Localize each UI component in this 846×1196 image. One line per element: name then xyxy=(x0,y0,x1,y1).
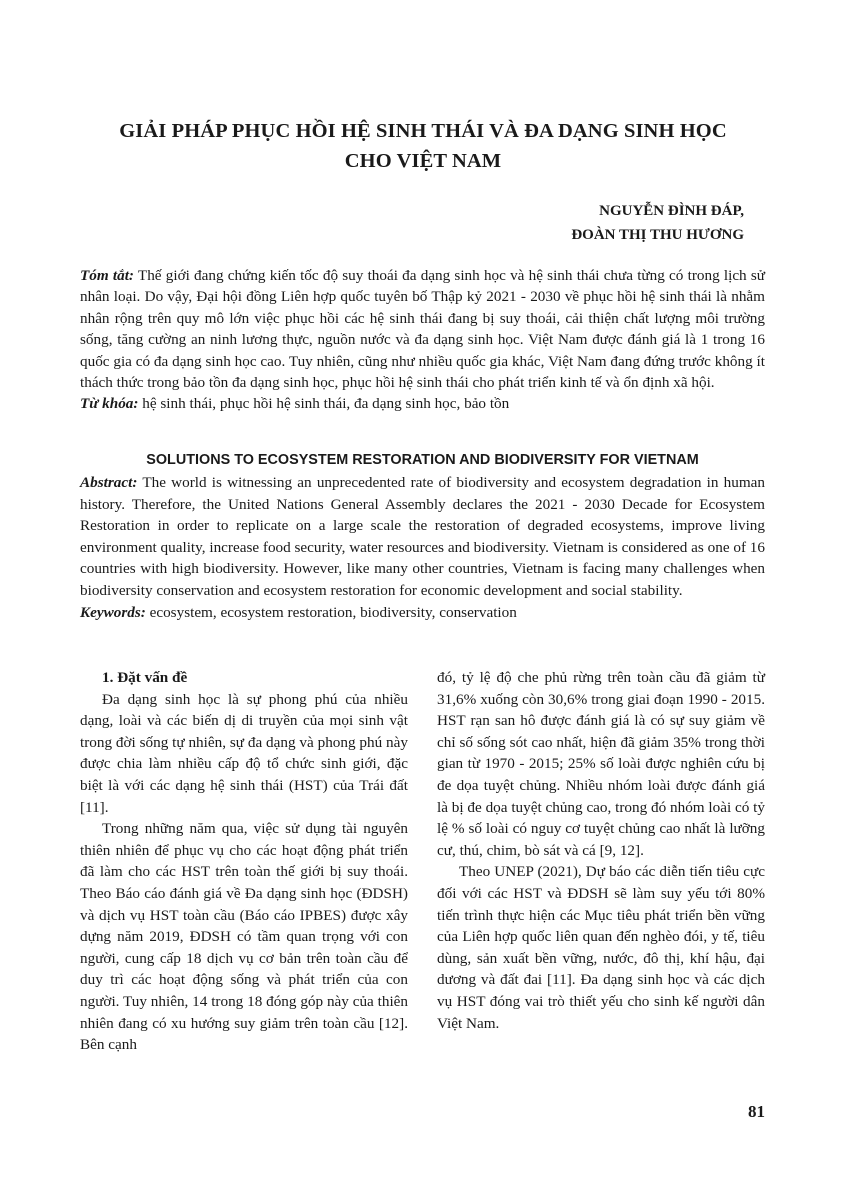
author-1: NGUYỄN ĐÌNH ĐÁP, xyxy=(599,203,744,219)
keywords-text-vn: hệ sinh thái, phục hồi hệ sinh thái, đa dạng sinh học, bảo tồn xyxy=(138,395,510,413)
author-2: ĐOÀN THỊ THU HƯƠNG xyxy=(571,227,744,243)
english-title: SOLUTIONS TO ECOSYSTEM RESTORATION AND BIODIVERSITY FOR VIETNAM xyxy=(146,452,699,468)
section-heading: 1. Đặt vấn đề xyxy=(102,669,188,686)
article-title xyxy=(60,116,786,176)
keywords-text-en: ecosystem, ecosystem restoration, biodiversity, conservation xyxy=(145,603,517,621)
english-keywords xyxy=(80,602,765,624)
abstract-text: The world is witnessing an unprecedented rate of biodiversity and ecosystem degradation in human history. Therefore, the United Nations General Assembly declares the 2021 - 2030 Decade for Ecosystem Restoration in order to replicate on a large scale the restoration of degraded ecosystems, improve living environment quality, increase food security, water resources and biodiversity. Vietnam is considered as one of 16 countries with high biodiversity. However, like many other countries, Vietnam is facing many challenges when biodiversity conservation and ecosystem restoration for economic development and social stability. xyxy=(80,474,765,599)
right-paragraph-2: Theo UNEP (2021), Dự báo các diễn tiến tiêu cực đối với các HST và ĐDSH sẽ làm suy yếu tới 80% tiến trình thực hiện các Mục tiêu phát triển bền vững của Liên hợp quốc liên quan đến nghèo đói, y tế, tiêu dùng, sản xuất bền vững, nước, đô thị, khí hậu, đại dương và đất đai [11]. Đa dạng sinh học và các dịch vụ HST đóng vai trò thiết yếu cho sinh kế người dân Việt Nam. xyxy=(437,863,765,1032)
left-paragraph-2: Trong những năm qua, việc sử dụng tài nguyên thiên nhiên để phục vụ cho các hoạt động phát triển đã làm cho các HST trên toàn thế giới bị suy thoái. Theo Báo cáo đánh giá về Đa dạng sinh học (ĐDSH) và dịch vụ HST toàn cầu (Báo cáo IPBES) được xây dựng năm 2019, ĐDSH có tầm quan trọng với con người, cung cấp 18 dịch vụ cơ bản trên toàn cầu để duy trì các hoạt động sống và phát triển của con người. Tuy nhiên, 14 trong 18 đóng góp này của thiên nhiên đang có xu hướng suy giảm trên toàn cầu [12]. Bên cạnh xyxy=(80,820,408,1054)
article-title-line-1: GIẢI PHÁP PHỤC HỒI HỆ SINH THÁI VÀ ĐA DẠNG SINH HỌC xyxy=(119,120,727,142)
author-list xyxy=(571,199,744,247)
english-abstract-paragraph xyxy=(80,472,765,602)
abstract-label: Abstract: xyxy=(80,474,138,491)
summary-label: Tóm tắt: xyxy=(80,267,134,284)
right-column xyxy=(437,667,765,1034)
vietnamese-keywords xyxy=(80,393,765,414)
keywords-label-en: Keywords: xyxy=(80,603,146,621)
keywords-label-vn: Từ khóa: xyxy=(80,395,139,413)
vietnamese-abstract xyxy=(80,265,765,415)
left-column xyxy=(80,667,408,1056)
page-number: 81 xyxy=(748,1102,765,1121)
left-paragraph-1: Đa dạng sinh học là sự phong phú của nhiều dạng, loài và các biến dị di truyền của mọi sinh vật trong đời sống tự nhiên, sự đa dạng và phong phú này được chia làm nhiều cấp độ tổ chức sinh giới, đặc biệt là với các dạng hệ sinh thái (HST) của Trái đất [11]. xyxy=(80,690,408,816)
summary-text: Thế giới đang chứng kiến tốc độ suy thoái đa dạng sinh học và hệ sinh thái chưa từng có trong lịch sử nhân loại. Do vậy, Đại hội đồng Liên hợp quốc tuyên bố Thập kỷ 2021 - 2030 về phục hồi hệ sinh thái là nhằm nhân rộng trên quy mô lớn việc phục hồi các hệ sinh thái đang bị suy thoái, cải thiện chất lượng môi trường sống, tăng cường an ninh lương thực, nguồn nước và đa dạng sinh học. Việt Nam được đánh giá là 1 trong 16 quốc gia có đa dạng sinh học cao. Tuy nhiên, cũng như nhiều quốc gia khác, Việt Nam đang đứng trước không ít thách thức trong bảo tồn đa dạng sinh học, phục hồi hệ sinh thái cho phát triển kinh tế và ổn định xã hội. xyxy=(80,267,766,392)
vietnamese-summary xyxy=(80,265,765,393)
english-abstract xyxy=(80,472,765,623)
article-title-line-2: CHO VIỆT NAM xyxy=(344,150,502,172)
right-paragraph-1: đó, tỷ lệ độ che phủ rừng trên toàn cầu đã giảm từ 31,6% xuống còn 30,6% trong giai đoạn 1990 - 2015. HST rạn san hô được đánh giá là có sự suy giảm về chỉ số sống sót cao nhất, hiện đã giảm 35% trong thời gian từ 1970 - 2015; 25% số loài được nghiên cứu bị đe dọa tuyệt chủng. Nhiều nhóm loài được đánh giá là bị đe dọa tuyệt chủng cao, trong đó nhóm loài có tỷ lệ % số loài có nguy cơ tuyệt chủng cao nhất là lưỡng cư, thú, chim, bò sát và cá [9, 12]. xyxy=(437,669,765,859)
